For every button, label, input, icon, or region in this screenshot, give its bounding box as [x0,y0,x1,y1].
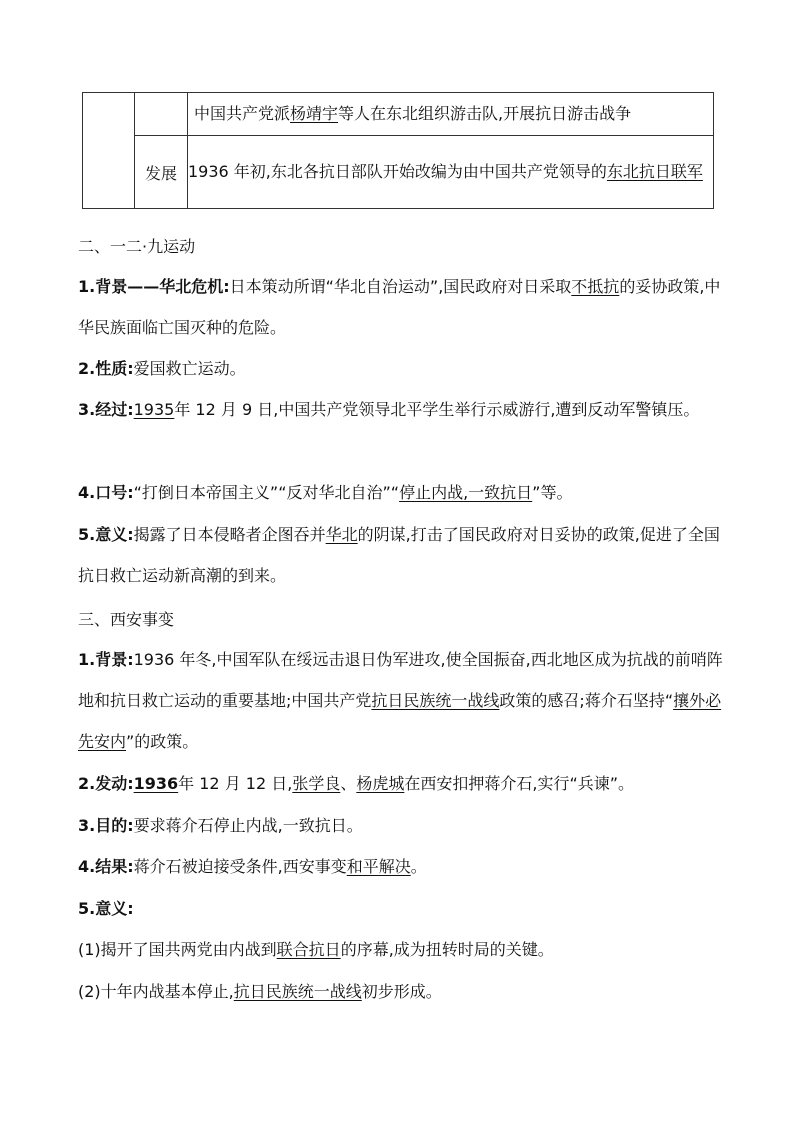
text: 揭露了日本侵略者企图吞并 [133,525,326,544]
table-row [83,136,714,209]
text: (1)揭开了国共两党由内战到 [78,940,277,959]
table-row [83,93,714,136]
text: 爱国救亡运动。 [133,359,246,378]
text: 1936 年初,东北各抗日部队开始改编为由中国共产党领导的 [188,162,607,181]
underlined-answer: 和平解决 [346,857,411,876]
paragraph-process [78,389,728,430]
text: 要求蒋介石停止内战,一致抗日。 [133,816,363,835]
text: 的阴谋,打击了国民政府对日妥协的政策,促进了全国抗日救亡运动新高潮的到来。 [78,525,720,585]
text: 的妥协政策,中华民族面临亡国灭种的危险。 [78,277,721,337]
text: 政策的感召;蒋介石坚持“ [499,691,674,710]
underlined-answer: 1935 [133,400,175,419]
text: 等人在东北组织游击队,开展抗日游击战争 [338,104,632,123]
paragraph-label: 5.意义: [78,525,134,544]
underlined-answer: 抗日民族统一战线 [233,982,362,1001]
underlined-answer: 杨靖宇 [290,104,339,123]
paragraph-purpose [78,805,728,846]
underlined-answer: 抗日民族统一战线 [371,691,500,710]
paragraph-result [78,846,728,887]
text: 在西安扣押蒋介石,实行“兵谏”。 [404,774,635,793]
text: 日本策动所谓“华北自治运动”,国民政府对日采取 [229,277,572,296]
text: 年 12 月 12 日, [178,774,293,793]
underlined-answer: 不抵抗 [571,277,620,296]
table-cell-label: 发展 [135,136,188,209]
paragraph-label: 4.结果: [78,857,134,876]
section-heading: 三、西安事变 [78,610,175,629]
text: 蒋介石被迫接受条件,西安事变 [133,857,347,876]
paragraph-label: 5.意义: [78,899,134,918]
text: ”等。 [532,483,573,502]
underlined-answer: 杨虎城 [356,774,405,793]
table-cell-content [188,136,714,209]
underlined-answer: 停止内战,一致抗日 [399,483,533,502]
paragraph-label: 4.口号: [78,483,134,502]
paragraph-label: 3.目的: [78,816,134,835]
paragraph-slogan [78,472,728,513]
underlined-answer: 联合抗日 [276,940,341,959]
paragraph-significance [78,514,728,596]
paragraph-nature [78,348,728,389]
sub-item [78,929,728,970]
text: 中国共产党派 [194,104,291,123]
table-cell-empty [135,93,188,136]
table-cell-content [188,93,714,136]
paragraph-launch [78,763,728,804]
section-heading: 二、一二·九运动 [78,237,196,256]
paragraph-label: 1.背景: [78,650,134,669]
underlined-answer: 张学良 [292,774,341,793]
text: ”的政策。 [126,732,199,751]
text: 年 12 月 9 日,中国共产党领导北平学生举行示威游行,遭到反动军警镇压。 [174,400,700,419]
paragraph-label: 3.经过: [78,400,134,419]
table-cell-empty [83,93,135,209]
underlined-answer: 1936 [133,774,179,793]
text: 的序幕,成为扭转时局的关键。 [340,940,554,959]
paragraph-background [78,639,728,762]
paragraph-significance [78,888,728,929]
sub-item [78,971,728,1012]
text: 1936 年冬,中国军队在绥远击退日伪军进攻,使全国振奋,西北地区成为抗战的前哨阵地和抗日救亡运动的重要基地;中国共产党 [78,650,723,710]
underlined-answer: 华北 [325,525,358,544]
text: “打倒日本帝国主义”“反对华北自治”“ [133,483,400,502]
text: 、 [340,774,357,793]
paragraph-label: 2.性质: [78,359,134,378]
paragraph-label: 1.背景——华北危机: [78,277,230,296]
text: 初步形成。 [361,982,442,1001]
text: (2)十年内战基本停止, [78,982,234,1001]
paragraph-background [78,266,728,348]
paragraph-label: 2.发动: [78,774,134,793]
text: 。 [410,857,427,876]
underlined-answer: 东北抗日联军 [606,162,703,181]
underlined-answer: 攘外必先安内 [78,691,722,751]
history-table [82,92,714,209]
